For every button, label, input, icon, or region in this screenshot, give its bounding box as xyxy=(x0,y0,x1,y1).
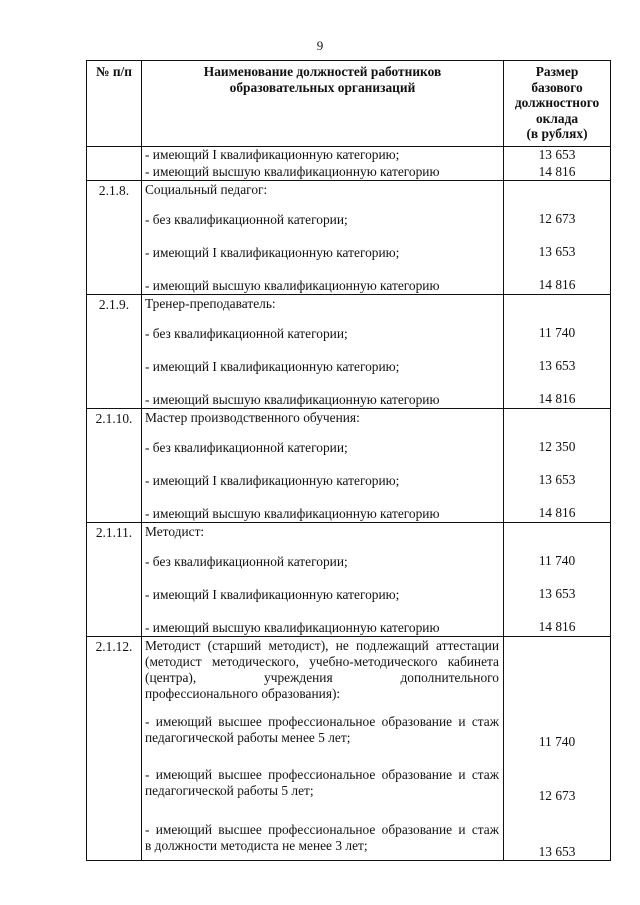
row-salary xyxy=(504,147,611,181)
category-label: - имеющий I квалификационную категорию; xyxy=(145,587,400,603)
category-label-line: - имеющий высшее профессиональное образование и стаж xyxy=(145,822,499,837)
row-number: 2.1.12. xyxy=(87,637,142,861)
position-title: Методист: xyxy=(145,524,205,539)
row-description xyxy=(142,409,504,523)
salary-value: 14 816 xyxy=(538,619,576,635)
header-salary-line: оклада xyxy=(535,110,579,126)
salary-value: 12 673 xyxy=(538,788,576,804)
salary-value: 11 740 xyxy=(538,734,576,750)
position-title: Тренер-преподаватель: xyxy=(145,296,276,311)
table-row xyxy=(87,523,611,637)
row-salary xyxy=(504,181,611,295)
table-row-continuation xyxy=(87,147,611,181)
header-number: № п/п xyxy=(87,61,142,147)
row-number xyxy=(87,147,142,181)
category-label: - имеющий I квалификационную категорию; xyxy=(145,245,400,261)
row-description xyxy=(142,523,504,637)
page-number: 9 xyxy=(316,38,324,53)
category-label-line: - имеющий высшее профессиональное образование и стаж xyxy=(145,767,499,782)
row-salary xyxy=(504,637,611,861)
salary-value: 11 740 xyxy=(538,325,576,341)
position-title-line: (методист методического, учебно-методического кабинета xyxy=(145,654,499,669)
salary-value: 13 653 xyxy=(538,147,576,162)
table-row xyxy=(87,295,611,409)
category-label: - имеющий высшую квалификационную категорию xyxy=(145,392,440,408)
position-title: Мастер производственного обучения: xyxy=(145,410,360,425)
row-number: 2.1.8. xyxy=(87,181,142,295)
category-label: - без квалификационной категории; xyxy=(145,554,348,570)
salary-value: 13 653 xyxy=(538,586,576,602)
header-salary xyxy=(504,61,611,147)
category-label-line: педагогической работы 5 лет; xyxy=(145,783,314,798)
row-description xyxy=(142,295,504,409)
category-label-line: в должности методиста не менее 3 лет; xyxy=(145,838,368,853)
salary-value: 13 653 xyxy=(538,244,576,260)
category-label-line: - имеющий высшее профессиональное образование и стаж xyxy=(145,714,499,729)
salary-value: 11 740 xyxy=(538,553,576,569)
position-title-line: Методист (старший методист), не подлежащий аттестации xyxy=(145,638,499,653)
row-number: 2.1.11. xyxy=(87,523,142,637)
header-salary-line: должностного xyxy=(514,95,600,110)
table-row xyxy=(87,637,611,861)
header-salary-line: Размер xyxy=(535,64,579,79)
salary-value: 13 653 xyxy=(538,472,576,488)
category-label: - имеющий высшую квалификационную категорию xyxy=(145,506,440,522)
position-title-line: профессионального образования): xyxy=(145,686,341,701)
header-salary-line: базового xyxy=(531,79,583,95)
header-name-line: Наименование должностей работников xyxy=(203,64,442,79)
category-label: - имеющий высшую квалификационную категорию xyxy=(145,164,440,180)
salary-value: 14 816 xyxy=(538,391,576,407)
category-label: - имеющий высшую квалификационную категорию xyxy=(145,620,440,636)
row-description xyxy=(142,147,504,181)
position-title-line: (центра), учреждения дополнительного xyxy=(145,670,499,685)
salary-value: 13 653 xyxy=(538,358,576,374)
header-salary-line: (в рублях) xyxy=(526,126,588,141)
row-number: 2.1.9. xyxy=(87,295,142,409)
row-number: 2.1.10. xyxy=(87,409,142,523)
category-label: - имеющий высшую квалификационную категорию xyxy=(145,278,440,294)
category-label: - имеющий I квалификационную категорию; xyxy=(145,147,400,162)
salary-value: 12 673 xyxy=(538,211,576,227)
category-label: - без квалификационной категории; xyxy=(145,212,348,228)
row-description xyxy=(142,181,504,295)
category-label-line: педагогической работы менее 5 лет; xyxy=(145,730,351,745)
category-label: - без квалификационной категории; xyxy=(145,440,348,456)
position-title: Социальный педагог: xyxy=(145,182,268,197)
header-name-line: образовательных организаций xyxy=(229,79,416,95)
salary-table xyxy=(86,60,611,861)
table-row xyxy=(87,409,611,523)
salary-value: 14 816 xyxy=(538,505,576,521)
category-label: - без квалификационной категории; xyxy=(145,326,348,342)
row-description xyxy=(142,637,504,861)
salary-value: 12 350 xyxy=(538,439,576,455)
row-salary xyxy=(504,523,611,637)
table-header-row xyxy=(87,61,611,147)
category-label: - имеющий I квалификационную категорию; xyxy=(145,359,400,375)
row-salary xyxy=(504,295,611,409)
salary-value: 13 653 xyxy=(538,844,576,860)
row-salary xyxy=(504,409,611,523)
header-position-name xyxy=(142,61,504,147)
salary-value: 14 816 xyxy=(538,164,576,180)
category-label: - имеющий I квалификационную категорию; xyxy=(145,473,400,489)
salary-value: 14 816 xyxy=(538,277,576,293)
table-row xyxy=(87,181,611,295)
